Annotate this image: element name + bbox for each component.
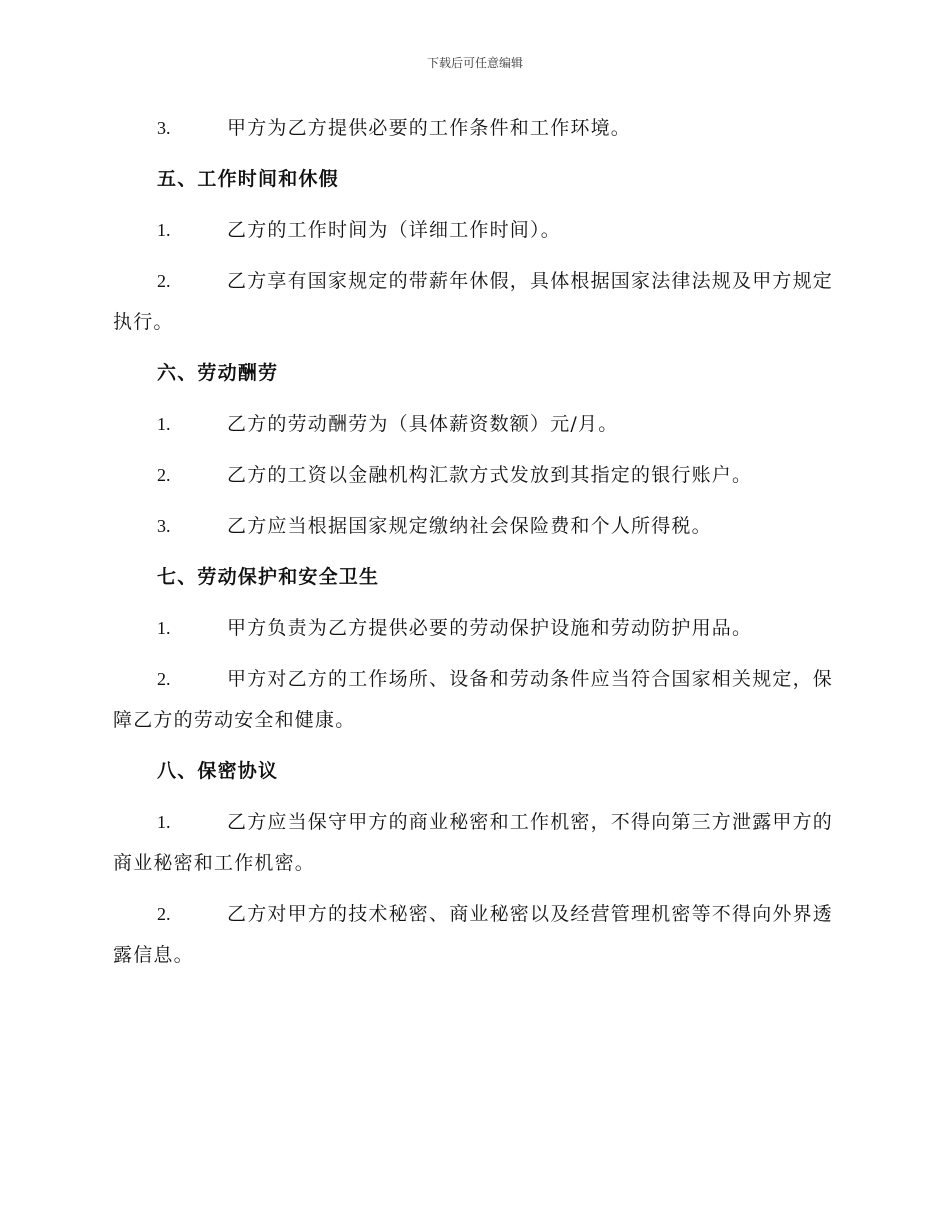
clause-item [113, 506, 833, 547]
clause-text: 乙方应当保守甲方的商业秘密和工作机密，不得向第三方泄露甲方的商业秘密和工作机密。 [113, 811, 834, 874]
clause-text: 乙方的工作时间为（详细工作时间）。 [227, 219, 561, 241]
clause-text: 甲方为乙方提供必要的工作条件和工作环境。 [227, 117, 632, 139]
document-body [113, 108, 833, 986]
clause-number: 2. [157, 669, 171, 689]
clause-number: 1. [157, 414, 171, 434]
section-heading: 六、劳动酬劳 [157, 362, 279, 384]
clause-number: 3. [157, 516, 171, 536]
clause-number: 2. [157, 271, 171, 291]
clause-number: 1. [157, 618, 171, 638]
clause-number: 3. [157, 118, 171, 138]
clause-item [113, 894, 833, 976]
header-note: 下载后可任意编辑 [426, 56, 523, 70]
section-heading: 五、工作时间和休假 [157, 168, 339, 190]
clause-text: 乙方的劳动酬劳为（具体薪资数额）元/月。 [227, 413, 619, 435]
clause-item [113, 455, 833, 496]
clause-item [113, 802, 833, 884]
clause-text: 乙方应当根据国家规定缴纳社会保险费和个人所得税。 [227, 515, 712, 537]
clause-text: 乙方享有国家规定的带薪年休假，具体根据国家法律法规及甲方规定执行。 [113, 270, 834, 333]
clause-text: 乙方对甲方的技术秘密、商业秘密以及经营管理机密等不得向外界透露信息。 [113, 903, 834, 966]
clause-text: 甲方负责为乙方提供必要的劳动保护设施和劳动防护用品。 [227, 617, 753, 639]
clause-item [113, 659, 833, 741]
clause-number: 2. [157, 465, 171, 485]
clause-item [113, 210, 833, 251]
section-heading: 八、保密协议 [157, 760, 279, 782]
clause-item [113, 261, 833, 343]
clause-item [113, 108, 833, 149]
clause-number: 2. [157, 904, 171, 924]
clause-text: 甲方对乙方的工作场所、设备和劳动条件应当符合国家相关规定，保障乙方的劳动安全和健康。 [113, 668, 834, 731]
clause-number: 1. [157, 812, 171, 832]
clause-item [113, 404, 833, 445]
section-heading: 七、劳动保护和安全卫生 [157, 566, 380, 588]
clause-number: 1. [157, 220, 171, 240]
clause-item [113, 608, 833, 649]
clause-text: 乙方的工资以金融机构汇款方式发放到其指定的银行账户。 [227, 464, 753, 486]
